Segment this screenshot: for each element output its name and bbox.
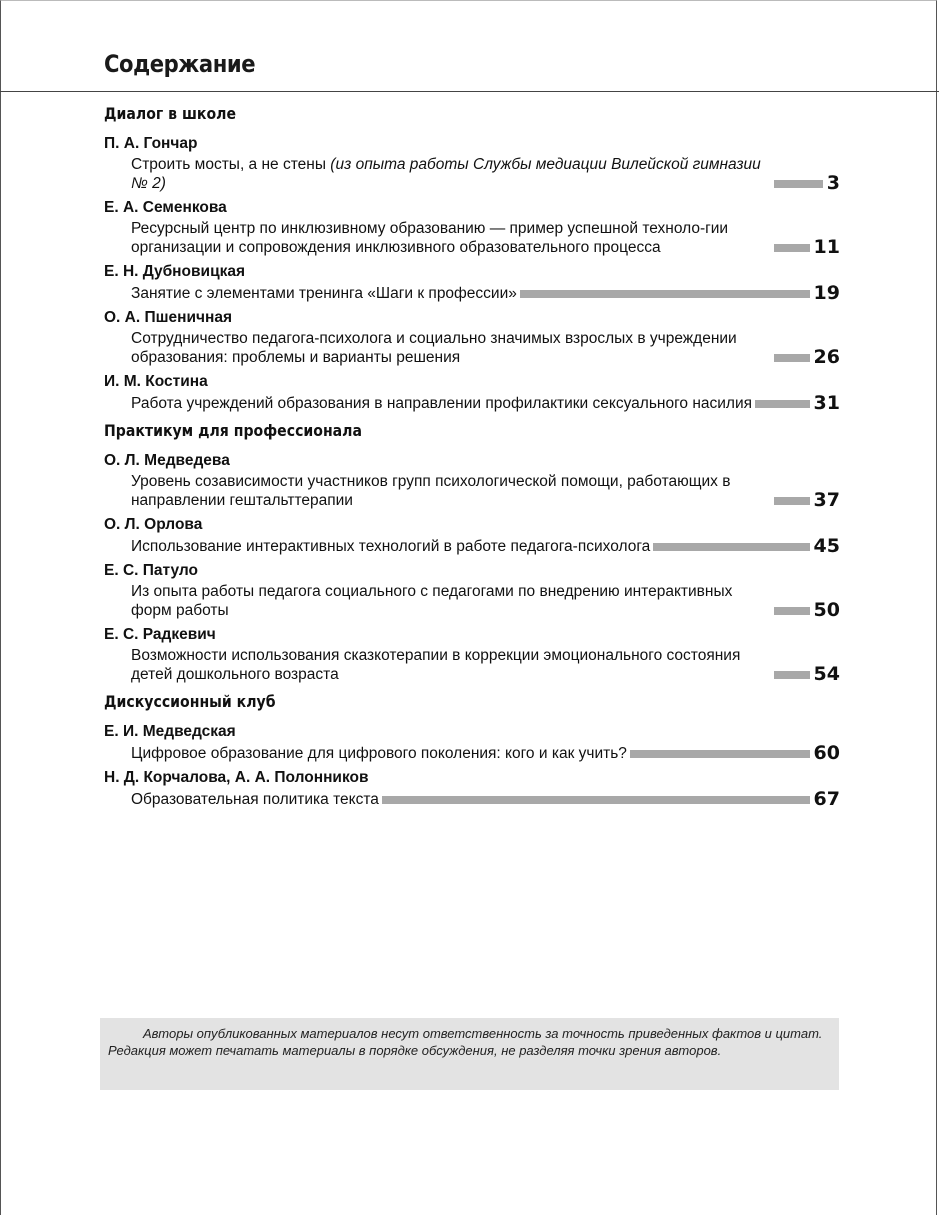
- toc-entry[interactable]: [104, 536, 840, 556]
- page-leader-bar: [774, 671, 810, 679]
- toc-section: [104, 104, 840, 413]
- toc-entry[interactable]: [104, 582, 840, 620]
- article-title-main: Занятие с элементами тренинга «Шаги к профессии»: [131, 285, 517, 302]
- page-leader-bar: [774, 497, 810, 505]
- article-title-main: Ресурсный центр по инклюзивному образованию — пример успешной техноло-гии организации и сопровождения инклюзивного образовательного процесса: [131, 220, 729, 256]
- toc-entry[interactable]: [104, 646, 840, 684]
- page-leader-bar: [653, 543, 809, 551]
- article-author: Е. С. Патуло: [104, 562, 199, 579]
- toc-entry[interactable]: [104, 155, 840, 193]
- toc-entry[interactable]: [104, 789, 840, 809]
- toc-entry[interactable]: [104, 743, 840, 763]
- article-title[interactable]: [131, 537, 650, 556]
- toc-entry[interactable]: [104, 329, 840, 367]
- page-number: 54: [813, 663, 840, 685]
- article-title-main: Сотрудничество педагога-психолога и социально значимых взрослых в учреждении образования: проблемы и варианты решения: [131, 330, 737, 366]
- page-leader-bar: [774, 244, 810, 252]
- page-leader-bar: [755, 400, 810, 408]
- toc-entry[interactable]: [104, 472, 840, 510]
- page-number: 60: [813, 742, 840, 764]
- article-title-main: Уровень созависимости участников групп психологической помощи, работающих в направлении гештальттерапии: [131, 473, 731, 509]
- article-title[interactable]: [131, 284, 517, 303]
- article-author: Е. Н. Дубновицкая: [104, 263, 246, 280]
- article-title-main: Образовательная политика текста: [131, 791, 379, 808]
- disclaimer-text: Авторы опубликованных материалов несут ответственность за точность приведенных фактов и цитат. Редакция может печатать материалы в порядке обсуждения, не разделяя точки зрения авторов.: [108, 1026, 823, 1058]
- article-author: Н. Д. Корчалова, А. А. Полонников: [104, 769, 369, 786]
- article-title[interactable]: [131, 394, 752, 413]
- title-band: [0, 0, 939, 92]
- article-author: И. М. Костина: [104, 373, 208, 390]
- article-title-main: Возможности использования сказкотерапии в коррекции эмоционального состояния детей дошкольного возраста: [131, 647, 741, 683]
- article-title-main: Работа учреждений образования в направлении профилактики сексуального насилия: [131, 395, 753, 412]
- page-number: 26: [813, 346, 840, 368]
- page-leader-bar: [382, 796, 810, 804]
- page-number: 37: [813, 489, 840, 511]
- article-title-main: Из опыта работы педагога социального с педагогами по внедрению интерактивных форм работы: [131, 583, 733, 619]
- article-author: Е. С. Радкевич: [104, 626, 216, 643]
- article-title[interactable]: [131, 646, 771, 684]
- page-number: 45: [813, 535, 840, 557]
- page-number: 11: [813, 236, 840, 258]
- article-title[interactable]: [131, 329, 771, 367]
- toc-section: [104, 421, 840, 684]
- article-title-main: Цифровое образование для цифрового поколения: кого и как учить?: [131, 745, 627, 762]
- article-title-italic: (из опыта работы Службы медиации Вилейской гимназии № 2): [131, 156, 761, 192]
- toc-entry[interactable]: [104, 219, 840, 257]
- toc-entry[interactable]: [104, 283, 840, 303]
- article-title-main: Использование интерактивных технологий в работе педагога-психолога: [131, 538, 651, 555]
- article-title[interactable]: [131, 219, 771, 257]
- article-author: Е. А. Семенкова: [104, 199, 227, 216]
- article-title[interactable]: [131, 790, 379, 809]
- article-title[interactable]: [131, 155, 771, 193]
- article-title-main: Строить мосты, а не стены: [131, 156, 326, 173]
- page-number: 67: [813, 788, 840, 810]
- article-title[interactable]: [131, 582, 771, 620]
- page-number: 19: [813, 282, 840, 304]
- toc-entry[interactable]: [104, 393, 840, 413]
- article-author: Е. И. Медведская: [104, 723, 236, 740]
- table-of-contents: [104, 104, 840, 813]
- page-leader-bar: [774, 354, 810, 362]
- toc-section: [104, 692, 840, 809]
- section-title: Диалог в школе: [104, 104, 237, 123]
- section-title: Практикум для профессионала: [104, 421, 362, 440]
- page-leader-bar: [630, 750, 810, 758]
- page-leader-bar: [520, 290, 810, 298]
- page-leader-bar: [774, 180, 823, 188]
- article-author: О. Л. Медведева: [104, 452, 230, 469]
- page-leader-bar: [774, 607, 810, 615]
- article-author: О. А. Пшеничная: [104, 309, 233, 326]
- disclaimer-box: [100, 1018, 839, 1090]
- article-title[interactable]: [131, 744, 627, 763]
- page-number: 50: [813, 599, 840, 621]
- section-title: Дискуссионный клуб: [104, 692, 276, 711]
- article-author: П. А. Гончар: [104, 135, 198, 152]
- article-title[interactable]: [131, 472, 771, 510]
- article-author: О. Л. Орлова: [104, 516, 203, 533]
- page-title: Содержание: [104, 50, 256, 78]
- page-number: 31: [813, 392, 840, 414]
- page-number: 3: [826, 172, 840, 194]
